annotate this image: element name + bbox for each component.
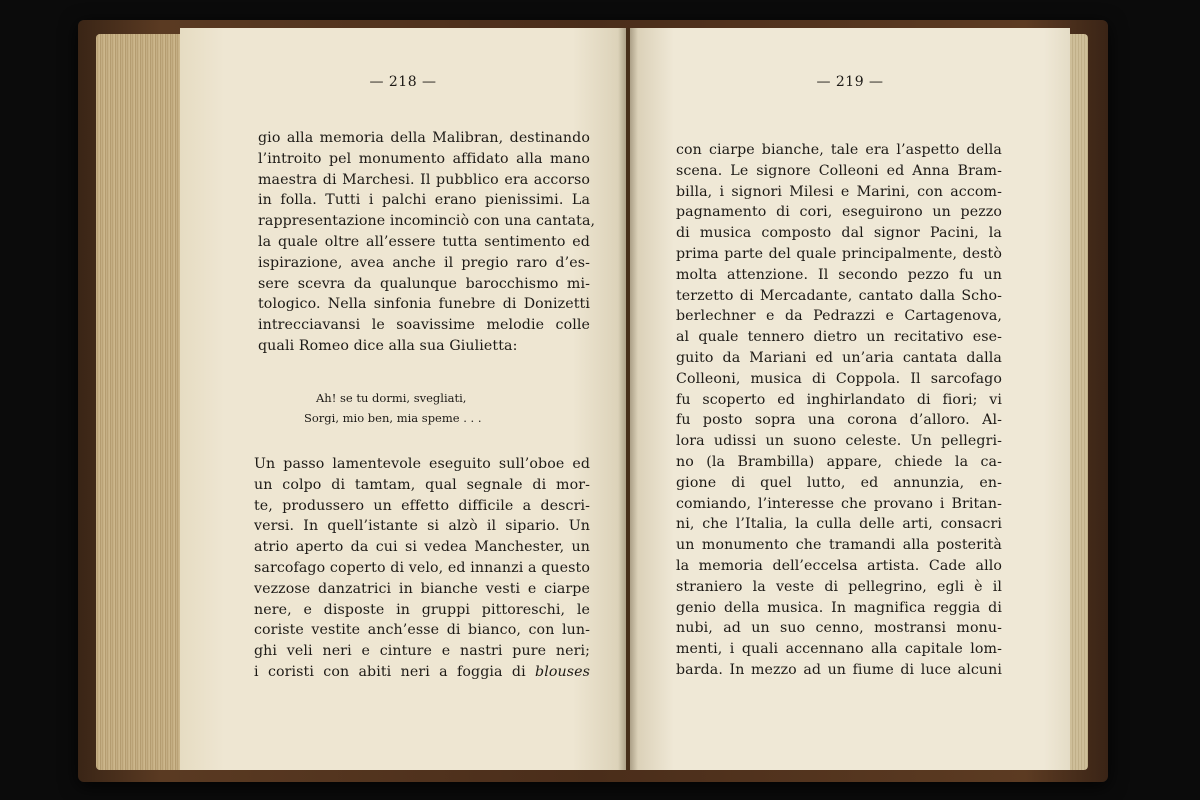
text-line: rappresentazione incominciò con una cantata,	[258, 213, 596, 230]
text-line: fu posto sopra una corona d’alloro. Al-	[676, 412, 1002, 429]
text-line: di musica composto dal signor Pacini, la	[676, 225, 1002, 242]
text-line: ghi veli neri e cinture e nastri pure neri;	[254, 643, 590, 660]
text-line: fu scoperto ed inghirlandato di fiori; vi	[676, 391, 1002, 408]
text-line	[254, 662, 590, 683]
text-line: coriste vestite anch’esse di bianco, con lun-	[254, 622, 590, 639]
text-line: te, produssero un effetto difficile a descri-	[254, 497, 590, 514]
text-line: tologico. Nella sinfonia funebre di Donizetti	[258, 296, 590, 313]
page-block-edge-left	[96, 34, 188, 770]
text-line: berlechner e da Pedrazzi e Cartagenova,	[676, 308, 1002, 325]
text-line: l’introito pel monumento affidato alla mano	[258, 150, 590, 167]
text-line: nere, e disposte in gruppi pittoreschi, le	[254, 601, 590, 618]
text-line: con ciarpe bianche, tale era l’aspetto della	[676, 142, 1002, 158]
text-line: al quale tennero dietro un recitativo ese-	[676, 329, 1002, 346]
text-line: in folla. Tutti i palchi erano pienissimi. La	[258, 192, 590, 209]
text-line: terzetto di Mercadante, cantato dalla Scho-	[676, 287, 1002, 304]
text-line: un colpo di tamtam, qual segnale di mor-	[254, 476, 590, 493]
text-line: gio alla memoria della Malibran, destinando	[258, 130, 590, 146]
text-line: ni, che l’Italia, la culla delle arti, consacri	[676, 516, 1002, 533]
text-line: sarcofago coperto di velo, ed innanzi a questo	[254, 559, 590, 576]
text-line: ispirazione, avea anche il pregio raro d’es-	[258, 254, 590, 271]
text-line: nubi, ad un suo cenno, mostransi monu-	[676, 620, 1002, 637]
left-page	[180, 28, 626, 770]
text-line: straniero la veste di pellegrino, egli è il	[676, 578, 1002, 595]
text-line: barda. In mezzo ad un fiume di luce alcuni	[676, 661, 1002, 678]
text-line: billa, i signori Milesi e Marini, con accom-	[676, 183, 1002, 200]
verse-line: Ah! se tu dormi, svegliati,	[316, 391, 467, 405]
text-line-plain: i coristi con abiti neri a foggia di	[254, 663, 526, 680]
text-line: lora udissi un suono celeste. Un pellegri-	[676, 433, 1002, 450]
text-line: versi. In quell’istante si alzò il sipario. Un	[254, 518, 590, 535]
text-line: menti, i quali accennano alla capitale lom-	[676, 641, 1002, 658]
text-line: guito da Mariani ed un’aria cantata dalla	[676, 349, 1002, 366]
text-line: pagnamento di cori, eseguirono un pezzo	[676, 204, 1002, 221]
left-page-text-bottom	[254, 454, 590, 683]
left-page-text-top	[258, 128, 596, 357]
text-line: la memoria dell’eccelsa artista. Cade allo	[676, 557, 1002, 574]
verse-quote	[298, 388, 558, 428]
text-line-italic: blouses	[535, 663, 590, 680]
text-line: sere scevra da qualunque barocchismo mi-	[258, 275, 590, 292]
text-line: gione di quel lutto, ed annunzia, en-	[676, 474, 1002, 491]
text-line: un monumento che tramandi alla posterità	[676, 537, 1002, 554]
text-line: maestra di Marchesi. Il pubblico era accorso	[258, 171, 590, 188]
text-line: comiando, l’interesse che provano i Britan-	[676, 495, 1002, 512]
right-page	[630, 28, 1070, 770]
text-line: scena. Le signore Colleoni ed Anna Bram-	[676, 162, 1002, 179]
text-line: la quale oltre all’essere tutta sentimento ed	[258, 233, 590, 250]
page-number-right: — 219 —	[816, 74, 884, 90]
text-line: quali Romeo dice alla sua Giulietta:	[258, 337, 518, 354]
text-line: prima parte del quale principalmente, destò	[676, 245, 1002, 262]
book-gutter	[618, 28, 638, 770]
text-line: vezzose danzatrici in bianche vesti e ciarpe	[254, 580, 590, 597]
right-page-text	[676, 140, 1002, 681]
text-line: intrecciavansi le soavissime melodie colle	[258, 317, 590, 334]
page-number-left: — 218 —	[369, 74, 437, 90]
text-line: atrio aperto da cui si vedea Manchester, un	[254, 539, 590, 556]
page-block-edge-right	[1068, 34, 1088, 770]
verse-line: Sorgi, mio ben, mia speme . . .	[304, 411, 482, 425]
text-line: no (la Brambilla) appare, chiede la ca-	[676, 453, 1002, 470]
text-line: Colleoni, musica di Coppola. Il sarcofago	[676, 370, 1002, 387]
text-line: genio della musica. In magnifica reggia di	[676, 599, 1002, 616]
text-line: molta attenzione. Il secondo pezzo fu un	[676, 266, 1002, 283]
text-line: Un passo lamentevole eseguito sull’oboe ed	[254, 456, 590, 472]
